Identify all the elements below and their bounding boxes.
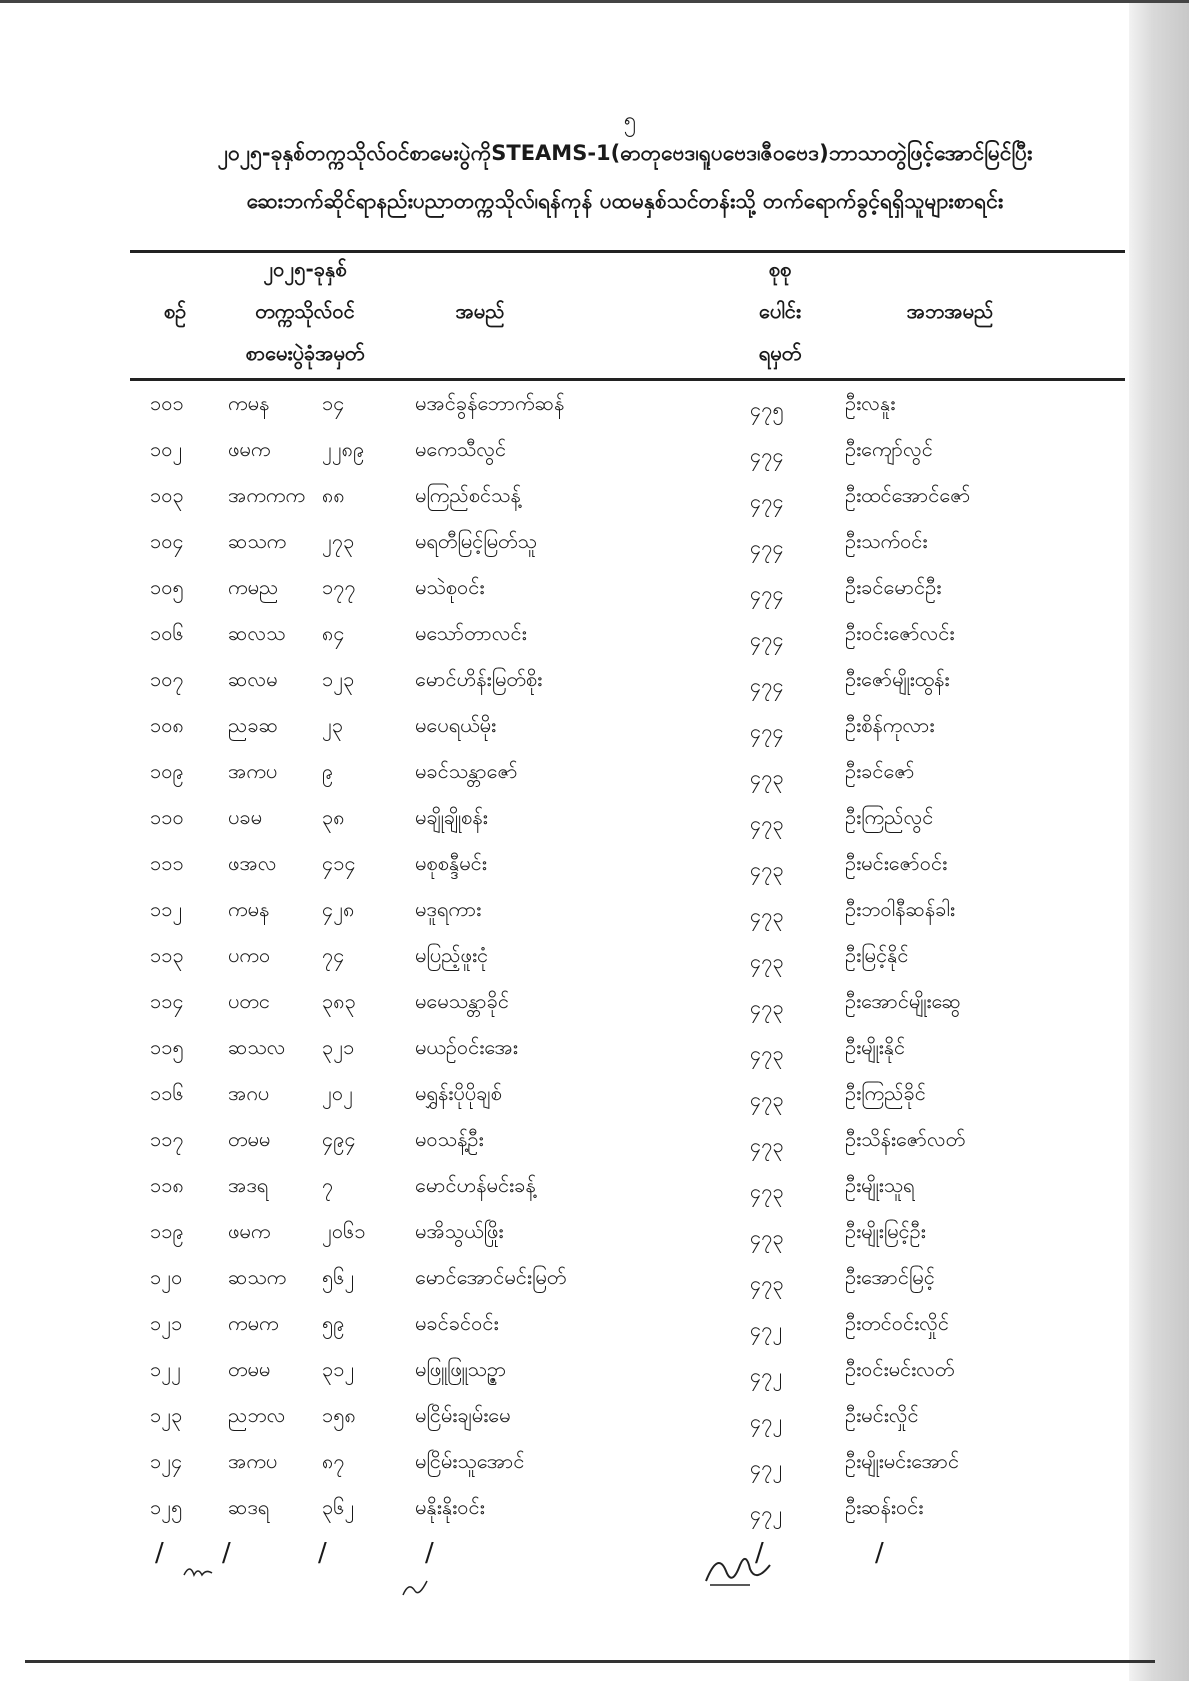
table-row — [0, 1172, 1189, 1218]
exam-center-code-cell: ညခဆ — [228, 713, 278, 737]
student-name-cell: မချိုချိုစန်း — [415, 805, 488, 829]
father-name-cell: ဦးမင်းလှိုင် — [845, 1403, 919, 1427]
table-row — [0, 1310, 1189, 1356]
table-row — [0, 804, 1189, 850]
father-name-cell: ဦးလနူး — [845, 391, 896, 415]
header-exam-seat-line-1: ၂၀၂၅-ခုနှစ် — [263, 257, 347, 281]
serial-no-cell: ၁၀၄ — [150, 529, 184, 553]
bottom-border-line — [25, 1660, 1155, 1663]
father-name-cell: ဦးခင်ဇော် — [845, 759, 915, 783]
table-row — [0, 758, 1189, 804]
total-marks-cell: ၄၇၄ — [750, 489, 784, 513]
exam-center-code-cell: ဆသက — [228, 1265, 287, 1289]
exam-center-code-cell: ကမန — [228, 897, 270, 921]
student-name-cell: မကြည်စင်သန့် — [415, 483, 521, 507]
footer-mark: / — [222, 1538, 231, 1568]
exam-center-code-cell: ကမန — [228, 391, 270, 415]
serial-no-cell: ၁၂၄ — [150, 1449, 183, 1473]
total-marks-cell: ၄၇၂ — [750, 1409, 783, 1433]
exam-center-code-cell: ညဘလ — [228, 1403, 286, 1427]
total-marks-cell: ၄၇၃ — [750, 903, 784, 927]
exam-center-code-cell: ဆဒရ — [228, 1495, 270, 1519]
exam-seat-number-cell: ၈၈ — [322, 483, 345, 507]
father-name-cell: ဦးမင်းဇော်ဝင်း — [845, 851, 948, 875]
exam-seat-number-cell: ၈၇ — [322, 1449, 345, 1473]
serial-no-cell: ၁၁၁ — [150, 851, 184, 875]
total-marks-cell: ၄၇၂ — [750, 1363, 783, 1387]
serial-no-cell: ၁၁၄ — [150, 989, 184, 1013]
exam-center-code-cell: ဆလသ — [228, 621, 286, 645]
document-title-line-1: ၂၀၂၅-ခုနှစ်တက္ကသိုလ်ဝင်စာမေးပွဲကိုSTEAMS-1(ဓာတုဗေဒ၊ရူပဗေဒ၊ဇီဝဗေဒ)ဘာသာတွဲဖြင့်အောင်မြင်ပြီး — [217, 141, 1033, 165]
student-name-cell: မရွှန်းပိုပိုချစ် — [415, 1081, 502, 1105]
exam-seat-number-cell: ၃၂၁ — [322, 1035, 355, 1059]
exam-seat-number-cell: ၇၄ — [322, 943, 345, 967]
total-marks-cell: ၄၇၃ — [750, 1087, 784, 1111]
exam-seat-number-cell: ၅၉ — [322, 1311, 345, 1335]
exam-seat-number-cell: ၁၇၇ — [322, 575, 356, 599]
serial-no-cell: ၁၁၅ — [150, 1035, 184, 1059]
table-row — [0, 988, 1189, 1034]
exam-seat-number-cell: ၂၂၈၉ — [322, 437, 365, 461]
footer-mark: / — [755, 1538, 764, 1568]
total-marks-cell: ၄၇၃ — [750, 1041, 784, 1065]
footer-mark: / — [875, 1538, 884, 1568]
exam-center-code-cell: ပကဝ — [228, 943, 271, 967]
table-row — [0, 1080, 1189, 1126]
document-title-line-2: ဆေးဘက်ဆိုင်ရာနည်းပညာတက္ကသိုလ်၊ရန်ကုန် ပထမနှစ်သင်တန်းသို့ တက်ရောက်ခွင့်ရရှိသူများစာရင်း — [246, 189, 1004, 213]
student-name-cell: မသော်တာလင်း — [415, 621, 527, 645]
father-name-cell: ဦးကြည်ခိုင် — [845, 1081, 926, 1105]
initials-signature-2 — [395, 1565, 435, 1605]
table-row — [0, 1356, 1189, 1402]
header-exam-seat-line-3: စာမေးပွဲခုံအမှတ် — [245, 341, 365, 365]
student-name-cell: မအင်ခွန်ဘောက်ဆန် — [415, 391, 565, 415]
exam-seat-number-cell: ၇ — [322, 1173, 334, 1197]
exam-seat-number-cell: ၂၀၆၁ — [322, 1219, 366, 1243]
serial-no-cell: ၁၀၆ — [150, 621, 184, 645]
serial-no-cell: ၁၀၁ — [150, 391, 184, 415]
serial-no-cell: ၁၀၅ — [150, 575, 184, 599]
father-name-cell: ဦးကြည်လွင် — [845, 805, 934, 829]
header-serial-no: စဉ် — [163, 299, 187, 323]
footer-mark: / — [155, 1538, 164, 1568]
total-marks-cell: ၄၇၃ — [750, 1271, 784, 1295]
exam-center-code-cell: အကပ — [228, 1449, 278, 1473]
exam-center-code-cell: ပတင — [228, 989, 270, 1013]
table-row — [0, 712, 1189, 758]
father-name-cell: ဦးမျိုးနိုင် — [845, 1035, 906, 1059]
table-row — [0, 1402, 1189, 1448]
total-marks-cell: ၄၇၅ — [750, 397, 784, 421]
student-name-cell: မစုစန္ဒီမင်း — [415, 851, 487, 875]
header-total-marks-line-2: ပေါင်း — [759, 299, 801, 323]
father-name-cell: ဦးမျိုးသူရ — [845, 1173, 915, 1197]
exam-center-code-cell: အဒရ — [228, 1173, 269, 1197]
total-marks-cell: ၄၇၃ — [750, 857, 784, 881]
student-name-cell: မခင်သန္တာဇော် — [415, 759, 518, 783]
exam-center-code-cell: အဂပ — [228, 1081, 270, 1105]
student-name-cell: မနိုးနိုးဝင်း — [415, 1495, 485, 1519]
serial-no-cell: ၁၀၇ — [150, 667, 184, 691]
total-marks-cell: ၄၇၃ — [750, 765, 784, 789]
father-name-cell: ဦးဘဝါနီဆန်ခါး — [845, 897, 955, 921]
total-marks-cell: ၄၇၄ — [750, 581, 784, 605]
father-name-cell: ဦးအောင်မျိုးဆွေ — [845, 989, 961, 1013]
student-name-cell: မငြိမ်းသူအောင် — [415, 1449, 525, 1473]
header-total-marks — [730, 248, 830, 374]
table-row — [0, 620, 1189, 666]
serial-no-cell: ၁၀၂ — [150, 437, 183, 461]
student-name-cell: မဖြူဖြူသဉ္ဇာ — [415, 1357, 507, 1381]
exam-seat-number-cell: ၄၂၈ — [322, 897, 355, 921]
exam-seat-number-cell: ၂၃ — [322, 713, 344, 737]
total-marks-cell: ၄၇၃ — [750, 949, 784, 973]
father-name-cell: ဦးဝင်းမင်းလတ် — [845, 1357, 955, 1381]
student-name-cell: မယဉ်ဝင်းအေး — [415, 1035, 518, 1059]
father-name-cell: ဦးကျော်လွင် — [845, 437, 933, 461]
father-name-cell: ဦးစိန်ကုလား — [845, 713, 935, 737]
father-name-cell: ဦးခင်မောင်ဦး — [845, 575, 942, 599]
father-name-cell: ဦးဆန်းဝင်း — [845, 1495, 924, 1519]
table-row — [0, 1494, 1189, 1540]
table-row — [0, 850, 1189, 896]
father-name-cell: ဦးအောင်မြင့် — [845, 1265, 935, 1289]
table-row — [0, 1034, 1189, 1080]
serial-no-cell: ၁၁၈ — [150, 1173, 184, 1197]
header-exam-seat-number — [205, 248, 405, 374]
exam-seat-number-cell: ၂၀၂ — [322, 1081, 353, 1105]
serial-no-cell: ၁၁၉ — [150, 1219, 184, 1243]
table-row — [0, 1126, 1189, 1172]
serial-no-cell: ၁၂၁ — [150, 1311, 183, 1335]
exam-center-code-cell: ဖမက — [228, 437, 271, 461]
father-name-cell: ဦးမြင့်နိုင် — [845, 943, 909, 967]
father-name-cell: ဦးတင်ဝင်းလှိုင် — [845, 1311, 949, 1335]
exam-center-code-cell: ကမည — [228, 575, 279, 599]
table-row — [0, 574, 1189, 620]
exam-center-code-cell: အကပ — [228, 759, 278, 783]
total-marks-cell: ၄၇၂ — [750, 1317, 783, 1341]
header-total-marks-line-3: ရမှတ် — [758, 341, 802, 365]
exam-center-code-cell: ဖမက — [228, 1219, 271, 1243]
table-row — [0, 666, 1189, 712]
student-name-cell: မရတီမြင့်မြတ်သူ — [415, 529, 537, 553]
total-marks-cell: ၄၇၄ — [750, 719, 784, 743]
student-name-cell: မမေသန္တာခိုင် — [415, 989, 509, 1013]
student-name-cell: မောင်ဟိန်းမြတ်စိုး — [415, 667, 543, 691]
serial-no-cell: ၁၀၈ — [150, 713, 184, 737]
table-row — [0, 896, 1189, 942]
total-marks-cell: ၄၇၃ — [750, 995, 784, 1019]
exam-center-code-cell: အကကက — [228, 483, 306, 507]
exam-seat-number-cell: ၅၆၂ — [322, 1265, 355, 1289]
father-name-cell: ဦးမျိုးမင်းအောင် — [845, 1449, 960, 1473]
student-name-cell: မပြည့်ဖူးငုံ — [415, 943, 489, 967]
student-name-cell: မအိသွယ်ဖြိုး — [415, 1219, 504, 1243]
father-name-cell: ဦးသက်ဝင်း — [845, 529, 928, 553]
exam-seat-number-cell: ၉ — [322, 759, 334, 783]
header-exam-seat-line-2: တက္ကသိုလ်ဝင် — [255, 299, 355, 323]
serial-no-cell: ၁၀၉ — [150, 759, 184, 783]
total-marks-cell: ၄၇၄ — [750, 627, 784, 651]
serial-no-cell: ၁၂၀ — [150, 1265, 183, 1289]
table-row — [0, 1264, 1189, 1310]
table-header-rule — [130, 378, 1125, 381]
header-name: အမည် — [455, 299, 505, 323]
serial-no-cell: ၁၁၂ — [150, 897, 183, 921]
father-name-cell: ဦးသိန်းဇော်လတ် — [845, 1127, 966, 1151]
serial-no-cell: ၁၁၇ — [150, 1127, 184, 1151]
total-marks-cell: ၄၇၄ — [750, 443, 784, 467]
exam-seat-number-cell: ၄၉၄ — [322, 1127, 356, 1151]
table-row — [0, 942, 1189, 988]
student-name-cell: မောင်ဟန်မင်းခန့် — [415, 1173, 536, 1197]
exam-seat-number-cell: ၃၈ — [322, 805, 345, 829]
table-row — [0, 1218, 1189, 1264]
exam-seat-number-cell: ၈၄ — [322, 621, 345, 645]
exam-center-code-cell: ကမက — [228, 1311, 279, 1335]
exam-seat-number-cell: ၁၄ — [322, 391, 345, 415]
exam-seat-number-cell: ၄၁၄ — [322, 851, 356, 875]
student-name-cell: မဝသန့်ဦး — [415, 1127, 484, 1151]
total-marks-cell: ၄၇၃ — [750, 811, 784, 835]
serial-no-cell: ၁၂၅ — [150, 1495, 183, 1519]
exam-seat-number-cell: ၂၇၃ — [322, 529, 355, 553]
header-father-name: အဘအမည် — [906, 299, 994, 323]
serial-no-cell: ၁၂၂ — [150, 1357, 181, 1381]
exam-center-code-cell: ဆသလ — [228, 1035, 286, 1059]
student-name-cell: မဒူရကား — [415, 897, 482, 921]
exam-center-code-cell: တမမ — [228, 1357, 271, 1381]
page-number: ၅ — [623, 108, 637, 133]
exam-center-code-cell: တမမ — [228, 1127, 271, 1151]
table-row — [0, 390, 1189, 436]
total-marks-cell: ၄၇၃ — [750, 1179, 784, 1203]
serial-no-cell: ၁၁၃ — [150, 943, 184, 967]
exam-center-code-cell: ဆလမ — [228, 667, 278, 691]
top-border-line — [0, 0, 1189, 3]
serial-no-cell: ၁၁၆ — [150, 1081, 184, 1105]
footer-mark: / — [318, 1538, 327, 1568]
student-name-cell: မသဲစုဝင်း — [415, 575, 485, 599]
student-name-cell: မပေရယ်မိုး — [415, 713, 497, 737]
serial-no-cell: ၁၁၀ — [150, 805, 184, 829]
table-row — [0, 436, 1189, 482]
student-name-cell: မခင်ခင်ဝင်း — [415, 1311, 499, 1335]
table-row — [0, 528, 1189, 574]
serial-no-cell: ၁၀၃ — [150, 483, 184, 507]
total-marks-cell: ၄၇၂ — [750, 1501, 783, 1525]
total-marks-cell: ၄၇၃ — [750, 1133, 784, 1157]
serial-no-cell: ၁၂၃ — [150, 1403, 183, 1427]
table-row — [0, 1448, 1189, 1494]
father-name-cell: ဦးဝင်းဇော်လင်း — [845, 621, 955, 645]
initials-signature-1 — [180, 1555, 220, 1585]
table-row — [0, 482, 1189, 528]
exam-center-code-cell: ဖအလ — [228, 851, 277, 875]
total-marks-cell: ၄၇၂ — [750, 1455, 783, 1479]
exam-seat-number-cell: ၃၆၂ — [322, 1495, 355, 1519]
father-name-cell: ဦးမျိုးမြင့်ဦး — [845, 1219, 926, 1243]
header-total-marks-line-1: စုစု — [768, 257, 792, 281]
exam-seat-number-cell: ၃၁၂ — [322, 1357, 355, 1381]
student-name-cell: မငြိမ်းချမ်းမေ — [415, 1403, 511, 1427]
student-name-cell: မောင်အောင်မင်းမြတ် — [415, 1265, 567, 1289]
exam-seat-number-cell: ၁၂၃ — [322, 667, 355, 691]
exam-seat-number-cell: ၁၅၈ — [322, 1403, 356, 1427]
total-marks-cell: ၄၇၃ — [750, 1225, 784, 1249]
total-marks-cell: ၄၇၄ — [750, 673, 784, 697]
total-marks-cell: ၄၇၄ — [750, 535, 784, 559]
initials-signature-3 — [700, 1545, 780, 1595]
exam-center-code-cell: ပခမ — [228, 805, 263, 829]
father-name-cell: ဦးဇော်မျိုးထွန်း — [845, 667, 950, 691]
exam-seat-number-cell: ၃၈၃ — [322, 989, 356, 1013]
student-name-cell: မကေသီလွင် — [415, 437, 507, 461]
footer-mark: / — [425, 1538, 434, 1568]
exam-center-code-cell: ဆသက — [228, 529, 287, 553]
father-name-cell: ဦးထင်အောင်ဇော် — [845, 483, 971, 507]
